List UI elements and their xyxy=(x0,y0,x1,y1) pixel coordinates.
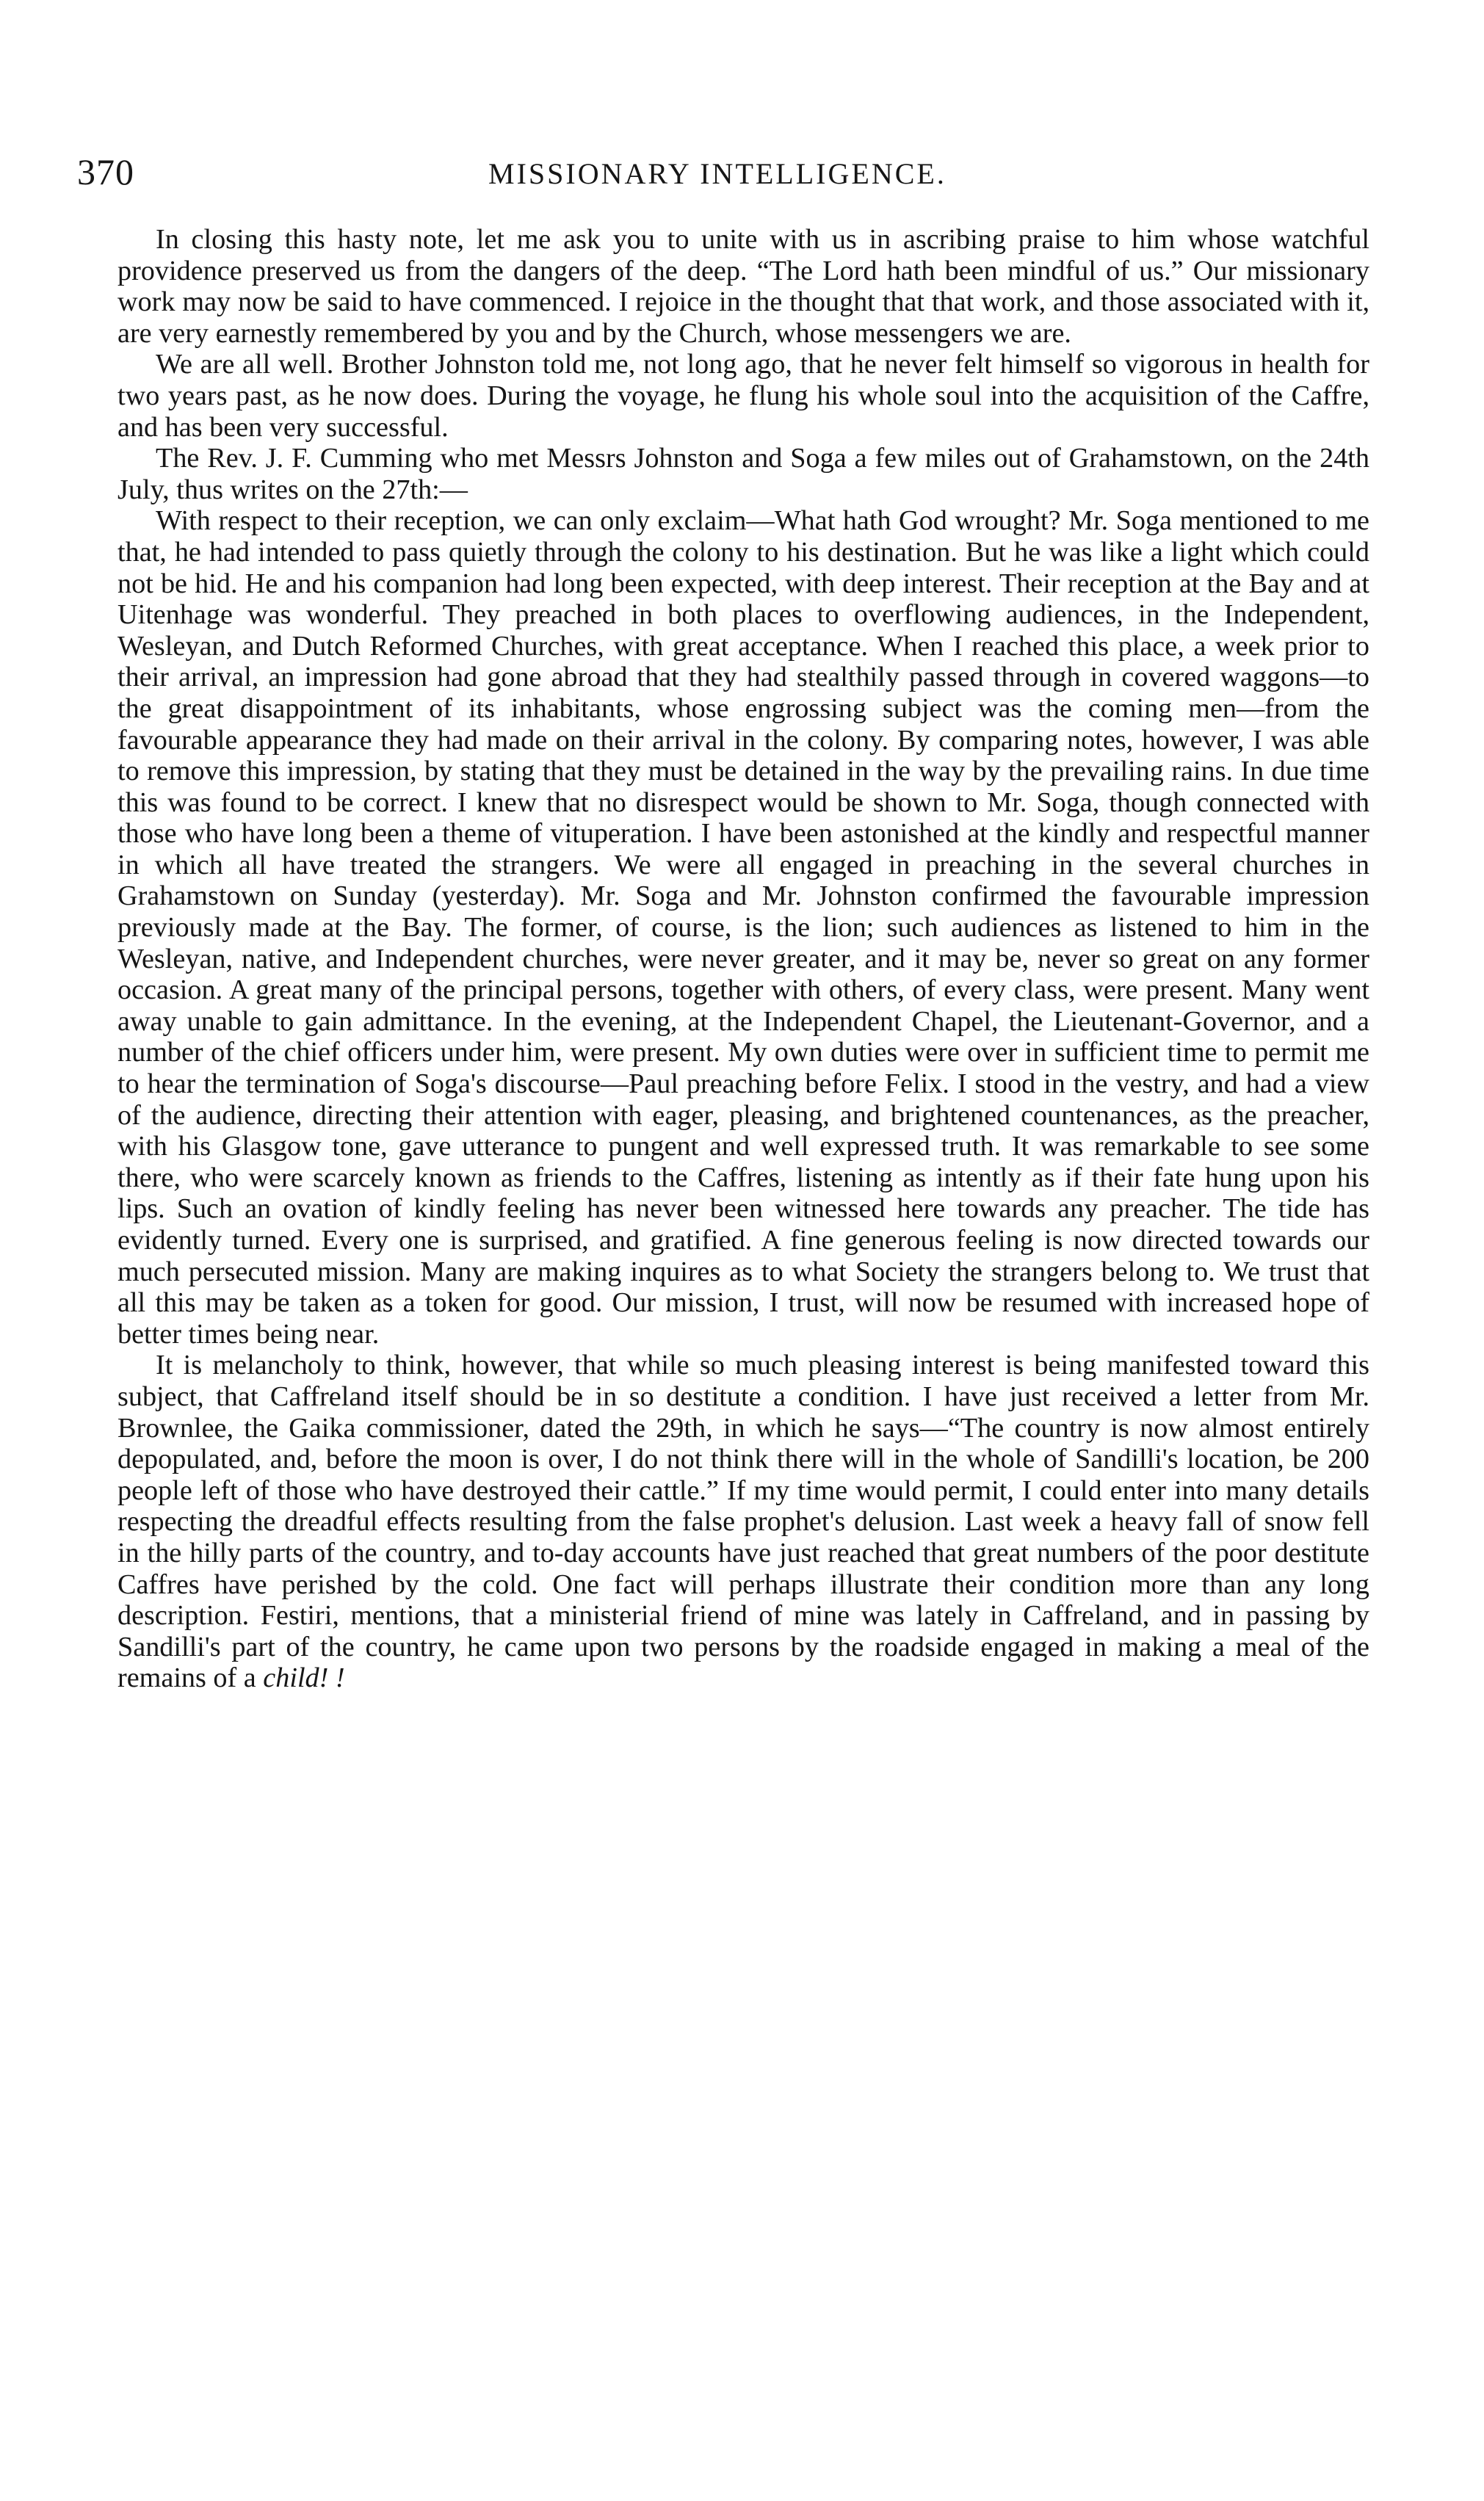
article-body xyxy=(117,224,1369,1694)
paragraph-cumming-intro: The Rev. J. F. Cumming who met Messrs Johnston and Soga a few miles out of Grahamstown, on the 24th July, thus writes on the 27th:— xyxy=(117,443,1369,505)
paragraph-closing-note: In closing this hasty note, let me ask you to unite with us in ascribing praise to him whose watchful providence preserved us from the dangers of the deep. “The Lord hath been mindful of us.” Our missionary work may now be said to have commenced. I rejoice in the thought that that work, and those associated with it, are very earnestly remembered by you and by the Church, whose messengers we are. xyxy=(117,224,1369,349)
paragraph-caffreland xyxy=(117,1350,1369,1694)
paragraph-caffreland-text: It is melancholy to think, however, that while so much pleasing interest is being manifested toward this subject, that Caffreland itself should be in so destitute a condition. I have just received a letter from Mr. Brownlee, the Gaika commissioner, dated the 29th, in which he says—“The country is now almost entirely depopulated, and, before the moon is over, I do not think there will in the whole of Sandilli's location, be 200 people left of those who have destroyed their cattle.” If my time would permit, I could enter into many details respecting the dreadful effects resulting from the false prophet's delusion. Last week a heavy fall of snow fell in the hilly parts of the country, and to-day accounts have just reached that great numbers of the poor destitute Caffres have perished by the cold. One fact will perhaps illustrate their condition more than any long description. Festiri, mentions, that a ministerial friend of mine was lately in Caffreland, and in passing by Sandilli's part of the country, he came upon two persons by the roadside engaged in making a meal of the remains of a xyxy=(117,1350,1369,1694)
page-number: 370 xyxy=(77,151,134,192)
running-title: MISSIONARY INTELLIGENCE. xyxy=(488,157,946,190)
paragraph-reception: With respect to their reception, we can only exclaim—What hath God wrought? Mr. Soga mentioned to me that, he had intended to pass quietly through the colony to his destination. But he was like a light which could not be hid. He and his companion had long been expected, with deep interest. Their reception at the Bay and at Uitenhage was wonderful. They preached in both places to overflowing audiences, in the Independent, Wesleyan, and Dutch Reformed Churches, with great acceptance. When I reached this place, a week prior to their arrival, an impression had gone abroad that they had stealthily passed through in covered waggons—to the great disappointment of its inhabitants, whose engrossing subject was the coming men—from the favourable appearance they had made on their arrival in the colony. By comparing notes, however, I was able to remove this impression, by stating that they must be detained in the way by the prevailing rains. In due time this was found to be correct. I knew that no disrespect would be shown to Mr. Soga, though connected with those who have long been a theme of vituperation. I have been astonished at the kindly and respectful manner in which all have treated the strangers. We were all engaged in preaching in the several churches in Grahamstown on Sunday (yesterday). Mr. Soga and Mr. Johnston confirmed the favourable impression previously made at the Bay. The former, of course, is the lion; such audiences as listened to him in the Wesleyan, native, and Independent churches, were never greater, and it may be, never so great on any former occasion. A great many of the principal persons, together with others, of every class, were present. Many went away unable to gain admittance. In the evening, at the Independent Chapel, the Lieutenant-Governor, and a number of the chief officers under him, were present. My own duties were over in sufficient time to permit me to hear the termination of Soga's discourse—Paul preaching before Felix. I stood in the vestry, and had a view of the audience, directing their attention with eager, pleasing, and brightened countenances, as the preacher, with his Glasgow tone, gave utterance to pungent and well expressed truth. It was remarkable to see some there, who were scarcely known as friends to the Caffres, listening as intently as if their fate hung upon his lips. Such an ovation of kindly feeling has never been witnessed here towards any preacher. The tide has evidently turned. Every one is surprised, and gratified. A fine generous feeling is now directed towards our much persecuted mission. Many are making inquires as to what Society the strangers belong to. We trust that all this may be taken as a token for good. Our mission, I trust, will now be resumed with increased hope of better times being near. xyxy=(117,505,1369,1350)
running-head xyxy=(77,151,1369,202)
paragraph-all-well: We are all well. Brother Johnston told me, not long ago, that he never felt himself so vigorous in health for two years past, as he now does. During the voyage, he flung his whole soul into the acquisition of the Caffre, and has been very successful. xyxy=(117,349,1369,443)
final-emphasis: child! ! xyxy=(263,1662,345,1694)
